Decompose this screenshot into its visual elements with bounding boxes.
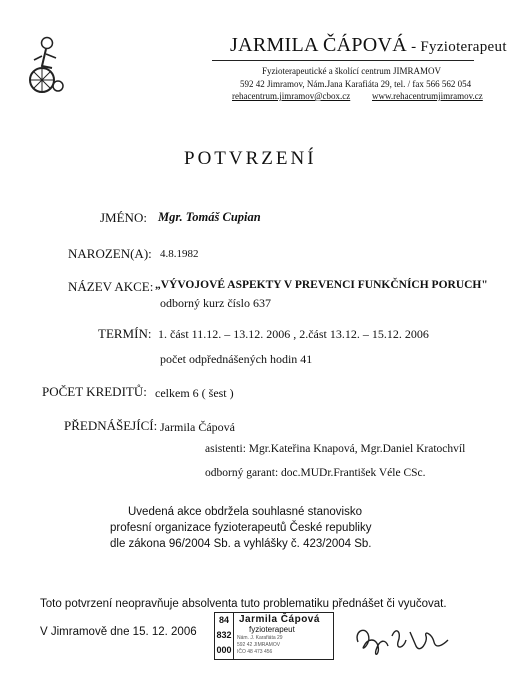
logo-child-wheelchair-icon xyxy=(28,36,68,94)
stamp-number-2: 832 xyxy=(216,630,232,640)
stamp-role: fyzioterapeut xyxy=(249,625,295,634)
term-hours: počet odpřednášených hodin 41 xyxy=(160,352,313,366)
header-email[interactable]: rehacentrum.jimramov@cbox.cz xyxy=(232,91,351,101)
born-label: NAROZEN(A): xyxy=(68,246,152,261)
accreditation-line-1: Uvedená akce obdržela souhlasné stanovisko xyxy=(128,506,362,518)
lecturer-label: PŘEDNÁŠEJÍCÍ: xyxy=(64,418,158,433)
disclaimer-note: Toto potvrzení neopravňuje absolventa tuto problematiku přednášet či vyučovat. xyxy=(40,598,447,610)
event-sub: odborný kurz číslo 637 xyxy=(160,296,271,310)
stamp xyxy=(214,612,334,660)
header-name: JARMILA ČÁPOVÁ - Fyzioterapeut xyxy=(230,34,507,56)
term-value: 1. část 11.12. – 13.12. 2006 , 2.část 13.12. – 15.12. 2006 xyxy=(158,327,429,341)
assistants: asistenti: Mgr.Kateřina Knapová, Mgr.Daniel Kratochvíl xyxy=(205,443,466,455)
place-date: V Jimramově dne 15. 12. 2006 xyxy=(40,626,197,638)
born-value: 4.8.1982 xyxy=(160,248,199,260)
lecturer-value: Jarmila Čápová xyxy=(160,420,235,434)
stamp-separator xyxy=(233,613,234,659)
term-label: TERMÍN: xyxy=(98,326,152,341)
header-center: Fyzioterapeutické a školící centrum JIMRAMOV xyxy=(262,66,441,76)
accreditation-line-2: profesní organizace fyzioterapeutů České republiky xyxy=(110,522,372,534)
stamp-line-1: Nám. J. Karafiáta 29 xyxy=(237,635,283,641)
stamp-line-3: IČO 48 473 456 xyxy=(237,649,273,655)
stamp-line-2: 592 42 JIMRAMOV xyxy=(237,642,281,648)
event-value: „VÝVOJOVÉ ASPEKTY V PREVENCI FUNKČNÍCH PORUCH" xyxy=(155,279,488,291)
stamp-name: Jarmila Čápová xyxy=(239,614,320,625)
guarantor: odborný garant: doc.MUDr.František Véle CSc. xyxy=(205,467,426,479)
stamp-number-1: 84 xyxy=(218,615,229,625)
header-divider xyxy=(212,60,474,61)
name-label: JMÉNO: xyxy=(100,210,147,225)
document-title: POTVRZENÍ xyxy=(184,148,317,169)
credits-value: celkem 6 ( šest ) xyxy=(155,386,234,400)
credits-label: POČET KREDITŮ: xyxy=(42,384,147,399)
name-value: Mgr. Tomáš Cupian xyxy=(158,210,261,224)
stamp-number-3: 000 xyxy=(216,645,232,655)
signature-graphic xyxy=(350,612,465,662)
event-label: NÁZEV AKCE: xyxy=(68,279,154,294)
header-address: 592 42 Jimramov, Nám.Jana Karafiáta 29, tel. / fax 566 562 054 xyxy=(240,79,472,89)
header-web[interactable]: www.rehacentrumjimramov.cz xyxy=(372,91,483,101)
accreditation-line-3: dle zákona 96/2004 Sb. a vyhlášky č. 423/2004 Sb. xyxy=(110,538,372,550)
